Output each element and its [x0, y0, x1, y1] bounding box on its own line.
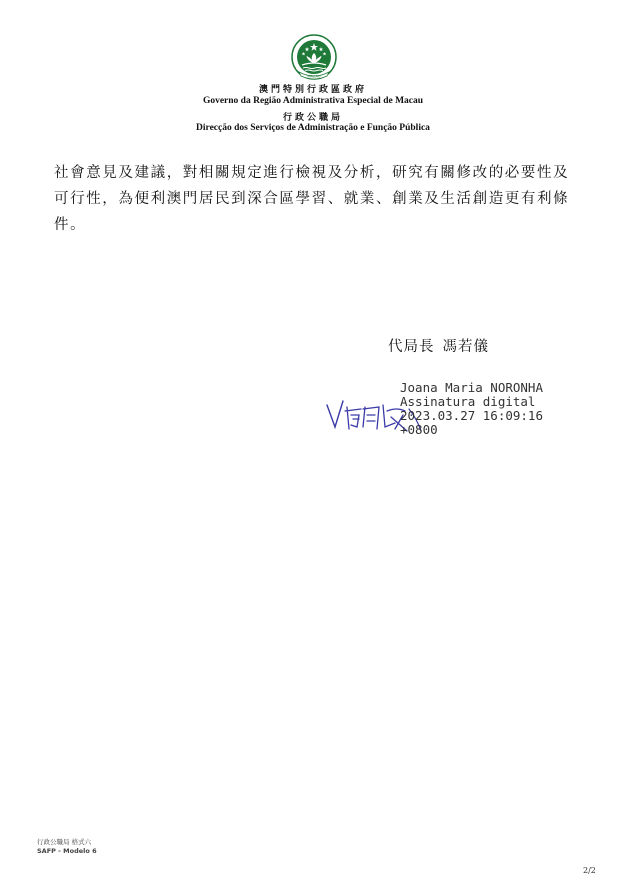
page-number: 2/2 — [583, 866, 596, 875]
digital-signature-signer: Joana Maria NORONHA — [400, 380, 543, 395]
body-line: 件。 — [54, 217, 87, 233]
header-government-pt: Governo da Região Administrativa Especial de Macau — [202, 96, 424, 106]
body-paragraph — [54, 160, 579, 238]
emblem-ribbon-text: MACAU — [307, 74, 321, 79]
digital-signature — [400, 381, 543, 437]
header-department-pt: Direcção dos Serviços de Administração e Função Pública — [196, 123, 430, 133]
header-government-zh: 澳門特別行政區政府 — [258, 84, 367, 94]
signatory-title: 代局長 — [388, 339, 435, 355]
signatory-block — [388, 335, 489, 356]
digital-signature-timezone: +0800 — [400, 422, 438, 437]
footer-form-pt: SAFP - Modelo 6 — [37, 847, 97, 855]
macau-emblem-icon — [291, 34, 337, 80]
footer-form-zh: 行政公職局 格式六 — [37, 838, 92, 846]
signatory-name: 馮若儀 — [442, 339, 489, 355]
header-department-zh: 行政公職局 — [282, 112, 343, 122]
digital-signature-datetime: 2023.03.27 16:09:16 — [400, 408, 543, 423]
body-line: 社會意見及建議，對相關規定進行檢視及分析，研究有關修改的必要性及 — [54, 165, 570, 181]
footer-form-code — [37, 838, 97, 856]
digital-signature-label: Assinatura digital — [400, 394, 536, 409]
body-line: 可行性，為便利澳門居民到深合區學習、就業、創業及生活創造更有利條 — [54, 191, 570, 207]
